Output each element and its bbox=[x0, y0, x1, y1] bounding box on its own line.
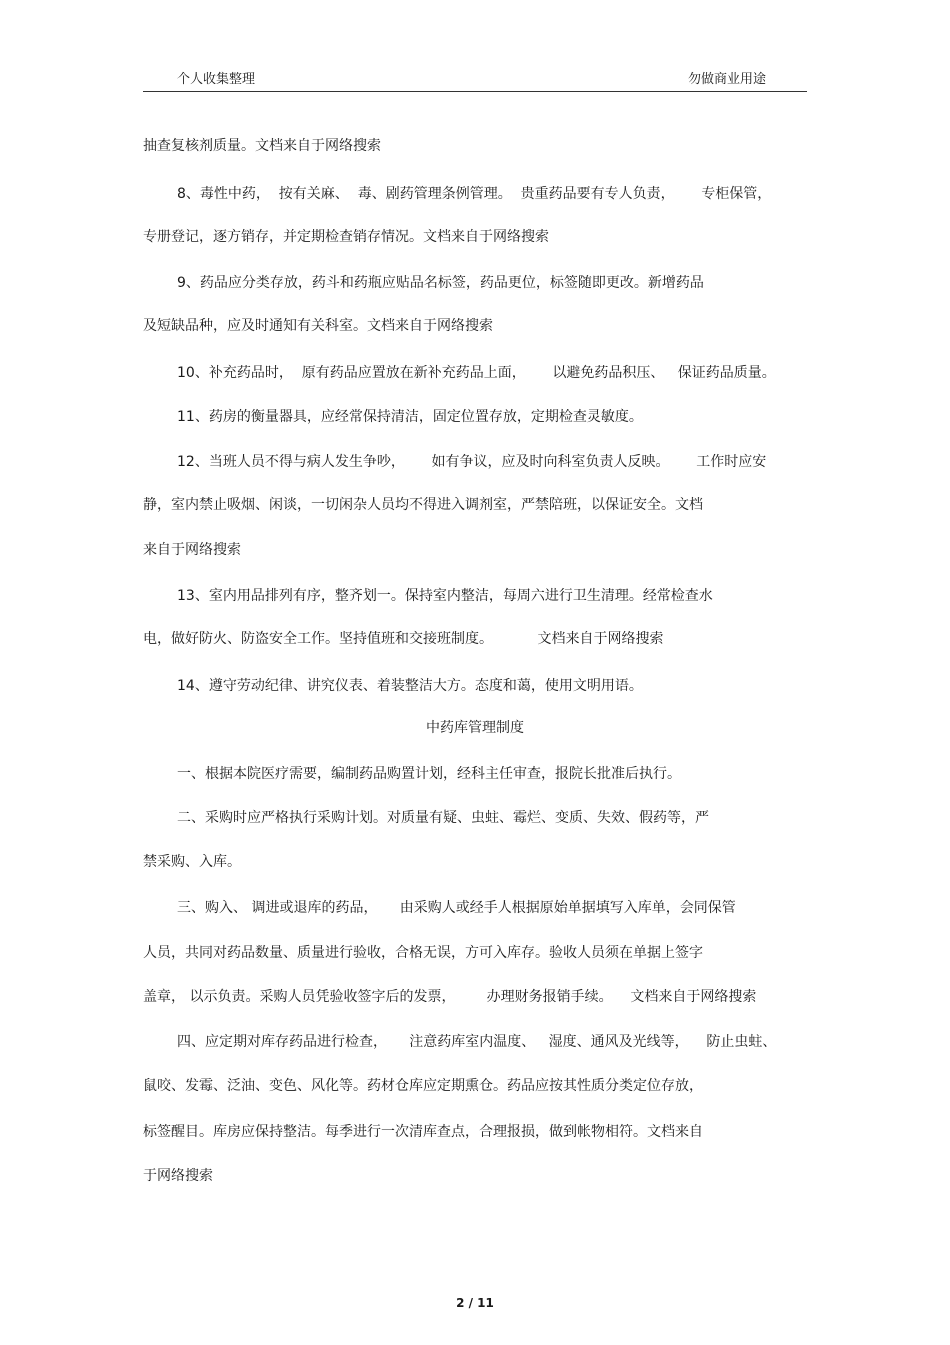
body-line: 四、应定期对库存药品进行检查， 注意药库室内温度、 湿度、通风及光线等， 防止虫蛀、 bbox=[177, 1034, 777, 1050]
body-line: 标签醒目。库房应保持整洁。每季进行一次清库查点，合理报损，做到帐物相符。文档来自 bbox=[143, 1124, 703, 1140]
body-line: 来自于网络搜索 bbox=[143, 542, 241, 558]
header-left-text: 个人收集整理 bbox=[177, 72, 256, 87]
body-line: 抽查复核剂质量。文档来自于网络搜索 bbox=[143, 138, 381, 154]
body-line: 盖章， 以示负责。采购人员凭验收签字后的发票， 办理财务报销手续。 文档来自于网络搜索 bbox=[143, 989, 757, 1005]
body-line: 人员，共同对药品数量、质量进行验收，合格无误，方可入库存。验收人员须在单据上签字 bbox=[143, 945, 703, 961]
body-line: 专册登记，逐方销存，并定期检查销存情况。文档来自于网络搜索 bbox=[143, 229, 549, 245]
body-line: 禁采购、入库。 bbox=[143, 854, 241, 870]
body-line: 鼠咬、发霉、泛油、变色、风化等。药材仓库应定期熏仓。药品应按其性质分类定位存放， bbox=[143, 1078, 703, 1094]
body-line: 二、采购时应严格执行采购计划。对质量有疑、虫蛀、霉烂、变质、失效、假药等，严 bbox=[177, 810, 709, 826]
header-divider bbox=[143, 91, 807, 92]
body-line: 14、遵守劳动纪律、讲究仪表、着装整洁大方。态度和蔼，使用文明用语。 bbox=[177, 678, 643, 694]
body-line: 及短缺品种，应及时通知有关科室。文档来自于网络搜索 bbox=[143, 318, 493, 334]
body-line: 10、补充药品时， 原有药品应置放在新补充药品上面， 以避免药品积压、 保证药品质量。 bbox=[177, 365, 776, 381]
page-number: 2 / 11 bbox=[456, 1296, 494, 1310]
body-line: 三、购入、 调进或退库的药品， 由采购人或经手人根据原始单据填写入库单，会同保管 bbox=[177, 900, 736, 916]
body-line: 静，室内禁止吸烟、闲谈，一切闲杂人员均不得进入调剂室，严禁陪班，以保证安全。文档 bbox=[143, 497, 703, 513]
body-line: 一、根据本院医疗需要，编制药品购置计划，经科主任审查，报院长批准后执行。 bbox=[177, 766, 681, 782]
body-line: 12、当班人员不得与病人发生争吵， 如有争议，应及时向科室负责人反映。 工作时应安 bbox=[177, 454, 767, 470]
body-line: 9、药品应分类存放，药斗和药瓶应贴品名标签，药品更位，标签随即更改。新增药品 bbox=[177, 275, 704, 291]
body-line: 13、室内用品排列有序，整齐划一。保持室内整洁，每周六进行卫生清理。经常检查水 bbox=[177, 588, 713, 604]
body-line: 电，做好防火、防盗安全工作。坚持值班和交接班制度。 文档来自于网络搜索 bbox=[143, 631, 664, 647]
body-line: 8、毒性中药， 按有关麻、 毒、剧药管理条例管理。 贵重药品要有专人负责， 专柜保管， bbox=[177, 186, 772, 202]
header-right-text: 勿做商业用途 bbox=[688, 72, 767, 87]
section-title: 中药库管理制度 bbox=[426, 720, 524, 736]
body-line: 于网络搜索 bbox=[143, 1168, 213, 1184]
body-line: 11、药房的衡量器具，应经常保持清洁，固定位置存放，定期检查灵敏度。 bbox=[177, 409, 643, 425]
